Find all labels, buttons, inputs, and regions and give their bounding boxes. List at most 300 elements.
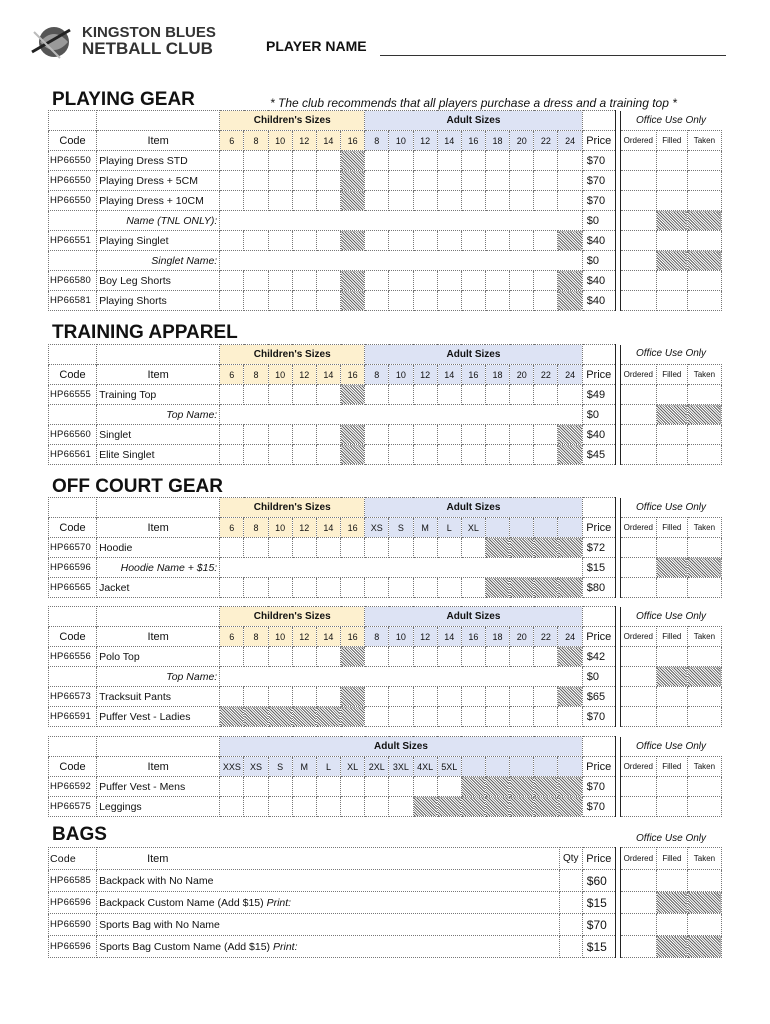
ordered-checkbox[interactable] <box>620 578 656 598</box>
taken-checkbox[interactable] <box>687 578 721 598</box>
size-qty-input[interactable] <box>220 291 244 311</box>
player-name-field[interactable] <box>380 55 726 56</box>
ordered-header <box>620 365 656 385</box>
size-qty-input[interactable] <box>534 191 558 211</box>
size-qty-input[interactable] <box>292 191 316 211</box>
ordered-checkbox[interactable] <box>620 667 656 687</box>
size-qty-input[interactable] <box>220 191 244 211</box>
size-qty-input[interactable] <box>558 385 582 405</box>
size-qty-input[interactable] <box>365 797 389 817</box>
size-qty-input[interactable] <box>316 231 340 251</box>
unavailable-size <box>341 385 365 405</box>
size-qty-input[interactable] <box>413 151 437 171</box>
taken-checkbox[interactable] <box>687 271 721 291</box>
size-qty-input[interactable] <box>365 647 389 667</box>
item-code: HP66575 <box>50 801 92 812</box>
size-qty-input[interactable] <box>365 707 389 727</box>
ordered-checkbox[interactable] <box>620 647 656 667</box>
size-qty-input[interactable] <box>413 707 437 727</box>
size-qty-input[interactable] <box>316 538 340 558</box>
item-name <box>97 707 220 727</box>
size-label: 16 <box>347 522 358 533</box>
size-qty-input[interactable] <box>292 151 316 171</box>
size-qty-input[interactable] <box>437 647 461 667</box>
size-qty-input[interactable] <box>485 271 509 291</box>
size-qty-input[interactable] <box>292 385 316 405</box>
taken-checkbox[interactable] <box>687 425 721 445</box>
size-qty-input[interactable] <box>534 171 558 191</box>
size-qty-input[interactable] <box>558 171 582 191</box>
ordered-checkbox[interactable] <box>620 558 656 578</box>
item-price <box>582 578 615 598</box>
size-qty-input[interactable] <box>437 707 461 727</box>
taken-checkbox[interactable] <box>687 647 721 667</box>
size-qty-input[interactable] <box>220 171 244 191</box>
size-label <box>292 627 316 647</box>
size-qty-input[interactable] <box>365 687 389 707</box>
size-qty-input[interactable] <box>365 171 389 191</box>
taken-checkbox[interactable] <box>687 385 721 405</box>
size-qty-input[interactable] <box>292 231 316 251</box>
size-qty-input[interactable] <box>268 191 292 211</box>
taken-checkbox[interactable] <box>687 171 721 191</box>
size-qty-input[interactable] <box>292 777 316 797</box>
size-qty-input[interactable] <box>437 538 461 558</box>
size-qty-input[interactable] <box>389 271 413 291</box>
filled-checkbox[interactable] <box>656 191 687 211</box>
size-qty-input[interactable] <box>316 191 340 211</box>
size-qty-input[interactable] <box>389 425 413 445</box>
filled-checkbox[interactable] <box>656 151 687 171</box>
size-qty-input[interactable] <box>461 425 485 445</box>
size-qty-input[interactable] <box>437 578 461 598</box>
item-header <box>97 518 220 538</box>
size-qty-input[interactable] <box>389 687 413 707</box>
size-qty-input[interactable] <box>365 191 389 211</box>
size-qty-input[interactable] <box>437 271 461 291</box>
ordered-checkbox[interactable] <box>620 892 656 914</box>
size-label <box>341 518 365 538</box>
size-qty-input[interactable] <box>365 578 389 598</box>
size-qty-input[interactable] <box>558 191 582 211</box>
size-label: 12 <box>420 631 431 642</box>
qty-input[interactable] <box>559 936 582 958</box>
size-qty-input[interactable] <box>485 171 509 191</box>
size-qty-input[interactable] <box>292 445 316 465</box>
size-qty-input[interactable] <box>316 777 340 797</box>
size-qty-input[interactable] <box>316 647 340 667</box>
size-qty-input[interactable] <box>389 385 413 405</box>
ordered-checkbox[interactable] <box>620 538 656 558</box>
unavailable-size <box>534 797 558 817</box>
price-header <box>582 518 615 538</box>
size-qty-input[interactable] <box>220 385 244 405</box>
ordered-checkbox[interactable] <box>620 870 656 892</box>
taken-checkbox[interactable] <box>687 777 721 797</box>
size-qty-input[interactable] <box>292 291 316 311</box>
price-header <box>582 131 615 151</box>
size-qty-input[interactable] <box>485 291 509 311</box>
size-qty-input[interactable] <box>461 707 485 727</box>
size-qty-input[interactable] <box>268 171 292 191</box>
size-qty-input[interactable] <box>220 538 244 558</box>
size-qty-input[interactable] <box>316 797 340 817</box>
size-qty-input[interactable] <box>534 687 558 707</box>
size-qty-input[interactable] <box>510 171 534 191</box>
size-qty-input[interactable] <box>437 687 461 707</box>
size-qty-input[interactable] <box>534 271 558 291</box>
ordered-checkbox[interactable] <box>620 271 656 291</box>
ordered-checkbox[interactable] <box>620 405 656 425</box>
ordered-checkbox[interactable] <box>620 707 656 727</box>
size-qty-input[interactable] <box>268 538 292 558</box>
size-qty-input[interactable] <box>244 171 268 191</box>
size-qty-input[interactable] <box>244 191 268 211</box>
size-qty-input[interactable] <box>389 291 413 311</box>
filled-checkbox[interactable] <box>656 797 687 817</box>
size-qty-input[interactable] <box>485 385 509 405</box>
size-qty-input[interactable] <box>413 291 437 311</box>
size-qty-input[interactable] <box>365 291 389 311</box>
filled-checkbox[interactable] <box>656 385 687 405</box>
size-qty-input[interactable] <box>485 687 509 707</box>
size-qty-input[interactable] <box>292 797 316 817</box>
size-qty-input[interactable] <box>316 425 340 445</box>
size-qty-input[interactable] <box>461 647 485 667</box>
size-qty-input[interactable] <box>437 191 461 211</box>
taken-checkbox[interactable] <box>687 291 721 311</box>
size-qty-input[interactable] <box>461 385 485 405</box>
taken-checkbox[interactable] <box>687 870 721 892</box>
size-qty-input[interactable] <box>244 231 268 251</box>
taken-checkbox[interactable] <box>687 687 721 707</box>
unavailable-size <box>485 538 509 558</box>
name-input[interactable] <box>220 667 582 687</box>
size-qty-input[interactable] <box>413 271 437 291</box>
size-qty-input[interactable] <box>534 425 558 445</box>
filled-checkbox[interactable] <box>656 425 687 445</box>
size-qty-input[interactable] <box>244 271 268 291</box>
size-qty-input[interactable] <box>365 538 389 558</box>
size-qty-input[interactable] <box>534 291 558 311</box>
size-qty-input[interactable] <box>485 707 509 727</box>
size-qty-input[interactable] <box>389 538 413 558</box>
size-qty-input[interactable] <box>534 647 558 667</box>
size-label <box>461 131 485 151</box>
filled-checkbox[interactable] <box>656 914 687 936</box>
size-qty-input[interactable] <box>244 538 268 558</box>
size-qty-input[interactable] <box>268 291 292 311</box>
size-qty-input[interactable] <box>244 385 268 405</box>
size-qty-input[interactable] <box>220 425 244 445</box>
size-qty-input[interactable] <box>316 171 340 191</box>
size-label <box>268 365 292 385</box>
filled-checkbox[interactable] <box>656 870 687 892</box>
name-input[interactable] <box>220 251 582 271</box>
size-qty-input[interactable] <box>244 647 268 667</box>
size-qty-input[interactable] <box>413 647 437 667</box>
qty-input[interactable] <box>559 892 582 914</box>
ordered-checkbox[interactable] <box>620 231 656 251</box>
filled-checkbox[interactable] <box>656 777 687 797</box>
size-label: 24 <box>565 631 576 642</box>
size-label <box>365 757 389 777</box>
ordered-checkbox[interactable] <box>620 777 656 797</box>
taken-checkbox[interactable] <box>687 191 721 211</box>
size-qty-input[interactable] <box>292 538 316 558</box>
size-label <box>244 131 268 151</box>
size-qty-input[interactable] <box>485 231 509 251</box>
size-qty-input[interactable] <box>437 425 461 445</box>
size-qty-input[interactable] <box>413 687 437 707</box>
size-qty-input[interactable] <box>510 191 534 211</box>
size-qty-input[interactable] <box>316 687 340 707</box>
size-qty-input[interactable] <box>413 231 437 251</box>
size-qty-input[interactable] <box>244 578 268 598</box>
size-qty-input[interactable] <box>268 647 292 667</box>
size-qty-input[interactable] <box>534 445 558 465</box>
size-qty-input[interactable] <box>413 425 437 445</box>
size-qty-input[interactable] <box>365 151 389 171</box>
item-code <box>49 211 97 231</box>
unavailable-size <box>558 445 582 465</box>
size-qty-input[interactable] <box>461 191 485 211</box>
size-qty-input[interactable] <box>485 191 509 211</box>
ordered-checkbox[interactable] <box>620 936 656 958</box>
size-qty-input[interactable] <box>316 578 340 598</box>
blank <box>49 345 97 365</box>
size-qty-input[interactable] <box>316 151 340 171</box>
ordered-checkbox[interactable] <box>620 251 656 271</box>
ordered-checkbox[interactable] <box>620 425 656 445</box>
size-qty-input[interactable] <box>268 445 292 465</box>
size-qty-input[interactable] <box>244 291 268 311</box>
size-qty-input[interactable] <box>292 171 316 191</box>
size-qty-input[interactable] <box>292 271 316 291</box>
size-qty-input[interactable] <box>461 151 485 171</box>
ordered-checkbox[interactable] <box>620 191 656 211</box>
item-name: Puffer Vest - Ladies <box>99 710 191 723</box>
size-qty-input[interactable] <box>461 578 485 598</box>
office-use-label: Office Use Only <box>635 348 707 359</box>
size-qty-input[interactable] <box>268 151 292 171</box>
size-qty-input[interactable] <box>341 777 365 797</box>
size-qty-input[interactable] <box>389 171 413 191</box>
qty-input[interactable] <box>559 870 582 892</box>
filled-checkbox[interactable] <box>656 271 687 291</box>
ordered-checkbox[interactable] <box>620 797 656 817</box>
size-qty-input[interactable] <box>413 578 437 598</box>
ordered-checkbox[interactable] <box>620 171 656 191</box>
size-qty-input[interactable] <box>268 271 292 291</box>
taken-checkbox[interactable] <box>687 231 721 251</box>
filled-checkbox[interactable] <box>656 231 687 251</box>
ordered-checkbox[interactable] <box>620 151 656 171</box>
size-qty-input[interactable] <box>510 425 534 445</box>
size-qty-input[interactable] <box>510 231 534 251</box>
size-qty-input[interactable] <box>220 231 244 251</box>
size-qty-input[interactable] <box>220 777 244 797</box>
size-qty-input[interactable] <box>461 271 485 291</box>
filled-checkbox[interactable] <box>656 578 687 598</box>
ordered-checkbox[interactable] <box>620 687 656 707</box>
size-qty-input[interactable] <box>413 171 437 191</box>
size-qty-input[interactable] <box>268 231 292 251</box>
size-qty-input[interactable] <box>268 687 292 707</box>
size-qty-input[interactable] <box>341 797 365 817</box>
size-qty-input[interactable] <box>437 231 461 251</box>
name-input[interactable] <box>220 558 582 578</box>
size-qty-input[interactable] <box>534 385 558 405</box>
ordered-checkbox[interactable] <box>620 445 656 465</box>
size-qty-input[interactable] <box>220 647 244 667</box>
ordered-checkbox[interactable] <box>620 291 656 311</box>
size-qty-input[interactable] <box>485 445 509 465</box>
filled-checkbox[interactable] <box>656 445 687 465</box>
size-qty-input[interactable] <box>220 797 244 817</box>
size-qty-input[interactable] <box>510 647 534 667</box>
size-qty-input[interactable] <box>292 687 316 707</box>
size-qty-input[interactable] <box>558 151 582 171</box>
taken-checkbox[interactable] <box>687 914 721 936</box>
size-qty-input[interactable] <box>413 777 437 797</box>
size-qty-input[interactable] <box>510 271 534 291</box>
size-qty-input[interactable] <box>461 291 485 311</box>
size-qty-input[interactable] <box>389 445 413 465</box>
size-qty-input[interactable] <box>413 191 437 211</box>
size-label: 10 <box>395 135 406 146</box>
size-qty-input[interactable] <box>292 425 316 445</box>
size-qty-input[interactable] <box>413 385 437 405</box>
size-qty-input[interactable] <box>510 687 534 707</box>
size-label: 16 <box>468 369 479 380</box>
size-qty-input[interactable] <box>437 445 461 465</box>
size-qty-input[interactable] <box>292 578 316 598</box>
size-qty-input[interactable] <box>220 687 244 707</box>
size-qty-input[interactable] <box>244 777 268 797</box>
size-qty-input[interactable] <box>365 425 389 445</box>
size-qty-input[interactable] <box>220 271 244 291</box>
size-qty-input[interactable] <box>341 578 365 598</box>
size-qty-input[interactable] <box>244 151 268 171</box>
size-qty-input[interactable] <box>437 777 461 797</box>
size-qty-input[interactable] <box>389 777 413 797</box>
size-qty-input[interactable] <box>461 231 485 251</box>
size-qty-input[interactable] <box>534 231 558 251</box>
filled-checkbox[interactable] <box>656 687 687 707</box>
adult-sizes-header <box>365 345 583 365</box>
filled-checkbox[interactable] <box>656 171 687 191</box>
size-qty-input[interactable] <box>268 385 292 405</box>
size-qty-input[interactable] <box>437 385 461 405</box>
filled-checkbox[interactable] <box>656 647 687 667</box>
filled-checkbox[interactable] <box>656 707 687 727</box>
size-qty-input[interactable] <box>244 687 268 707</box>
size-qty-input[interactable] <box>220 578 244 598</box>
size-qty-input[interactable] <box>389 647 413 667</box>
size-qty-input[interactable] <box>437 171 461 191</box>
size-qty-input[interactable] <box>365 271 389 291</box>
size-qty-input[interactable] <box>220 445 244 465</box>
size-qty-input[interactable] <box>534 707 558 727</box>
size-qty-input[interactable] <box>341 538 365 558</box>
size-qty-input[interactable] <box>461 171 485 191</box>
size-qty-input[interactable] <box>292 647 316 667</box>
size-qty-input[interactable] <box>461 445 485 465</box>
ordered-checkbox[interactable] <box>620 385 656 405</box>
size-qty-input[interactable] <box>534 151 558 171</box>
size-qty-input[interactable] <box>485 647 509 667</box>
size-qty-input[interactable] <box>461 687 485 707</box>
size-qty-input[interactable] <box>220 151 244 171</box>
size-qty-input[interactable] <box>510 291 534 311</box>
size-qty-input[interactable] <box>510 151 534 171</box>
size-qty-input[interactable] <box>389 231 413 251</box>
size-qty-input[interactable] <box>510 445 534 465</box>
taken-checkbox[interactable] <box>687 707 721 727</box>
size-qty-input[interactable] <box>365 777 389 797</box>
taken-checkbox[interactable] <box>687 797 721 817</box>
size-qty-input[interactable] <box>510 707 534 727</box>
size-qty-input[interactable] <box>413 538 437 558</box>
size-qty-input[interactable] <box>558 707 582 727</box>
name-input[interactable] <box>220 405 582 425</box>
size-qty-input[interactable] <box>437 151 461 171</box>
qty-input[interactable] <box>559 914 582 936</box>
size-qty-input[interactable] <box>268 425 292 445</box>
office-use-label: Office Use Only <box>635 611 707 622</box>
size-qty-input[interactable] <box>365 231 389 251</box>
taken-checkbox[interactable] <box>687 151 721 171</box>
size-qty-input[interactable] <box>389 191 413 211</box>
taken-header <box>687 848 721 870</box>
size-qty-input[interactable] <box>389 151 413 171</box>
name-input[interactable] <box>220 211 582 231</box>
print-label: Print: <box>266 896 292 909</box>
size-qty-input[interactable] <box>316 271 340 291</box>
size-qty-input[interactable] <box>389 707 413 727</box>
size-qty-input[interactable] <box>244 445 268 465</box>
filled-checkbox[interactable] <box>656 538 687 558</box>
size-qty-input[interactable] <box>413 445 437 465</box>
size-qty-input[interactable] <box>268 578 292 598</box>
size-qty-input[interactable] <box>461 538 485 558</box>
taken-checkbox[interactable] <box>687 538 721 558</box>
size-qty-input[interactable] <box>389 578 413 598</box>
size-qty-input[interactable] <box>244 797 268 817</box>
item-code: HP66585 <box>50 875 92 886</box>
size-qty-input[interactable] <box>485 425 509 445</box>
size-qty-input[interactable] <box>316 291 340 311</box>
ordered-checkbox[interactable] <box>620 211 656 231</box>
taken-checkbox[interactable] <box>687 445 721 465</box>
size-qty-input[interactable] <box>268 797 292 817</box>
size-qty-input[interactable] <box>316 385 340 405</box>
item-header <box>97 627 220 647</box>
size-qty-input[interactable] <box>244 425 268 445</box>
size-qty-input[interactable] <box>365 445 389 465</box>
size-qty-input[interactable] <box>316 445 340 465</box>
filled-checkbox[interactable] <box>656 291 687 311</box>
size-qty-input[interactable] <box>437 291 461 311</box>
size-qty-input[interactable] <box>268 777 292 797</box>
size-qty-input[interactable] <box>389 797 413 817</box>
ordered-checkbox[interactable] <box>620 914 656 936</box>
size-qty-input[interactable] <box>510 385 534 405</box>
size-label: 6 <box>229 522 235 533</box>
size-qty-input[interactable] <box>485 151 509 171</box>
size-qty-input[interactable] <box>365 385 389 405</box>
